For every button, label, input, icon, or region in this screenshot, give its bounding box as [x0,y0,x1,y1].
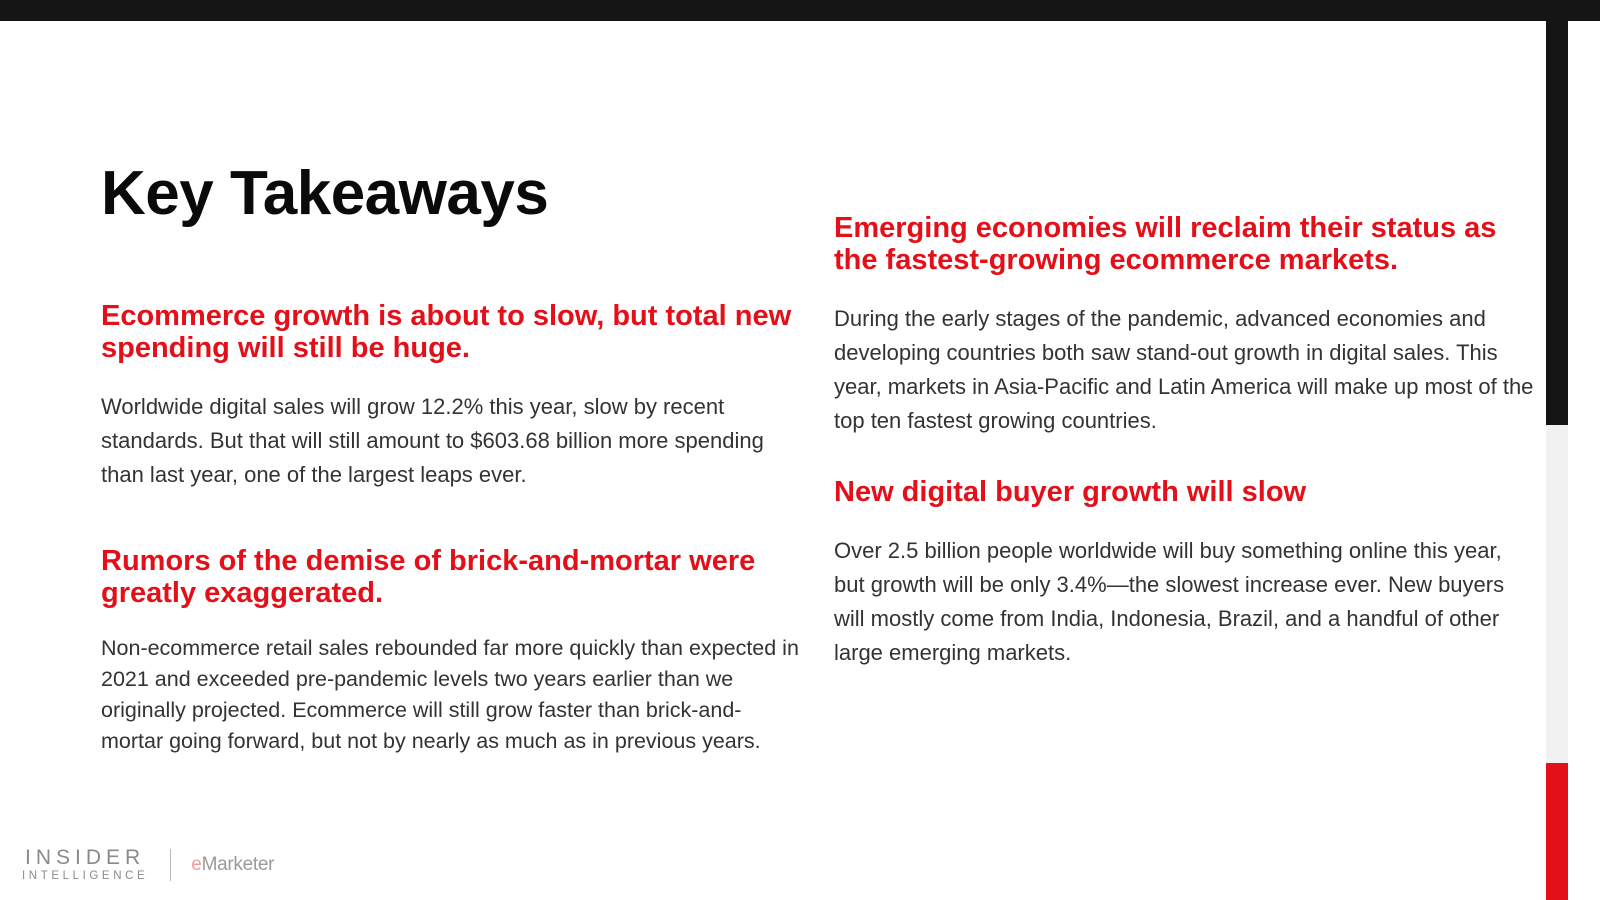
takeaway-heading: New digital buyer growth will slow [834,476,1307,508]
takeaway-heading: Emerging economies will reclaim their status as the fastest-growing ecommerce markets. [834,212,1497,276]
right-margin [1568,21,1600,900]
takeaway-heading: Rumors of the demise of brick-and-mortar were greatly exaggerated. [101,545,756,609]
insider-logo-line2: INTELLIGENCE [22,870,149,882]
insider-logo-line1: INSIDER [25,846,146,869]
logo-divider [170,849,171,881]
top-frame-bar [0,0,1600,21]
takeaway-heading: Ecommerce growth is about to slow, but total new spending will still be huge. [101,300,792,364]
right-frame-bar-red [1546,763,1568,900]
takeaway-body: Over 2.5 billion people worldwide will buy something online this year, but growth will be only 3.4%—the slowest increase ever. New buyers will mostly come from India, Indonesia, Brazil, and a handful of other large emerging markets. [834,538,1505,665]
right-frame-bar-dark [1546,21,1568,425]
right-frame-bar-light [1546,425,1568,763]
emarketer-logo [191,854,274,876]
emarketer-logo-e: e [191,854,202,875]
takeaway-ecommerce-growth [101,300,801,492]
footer-logos [22,845,274,885]
takeaway-emerging-economies [834,212,1534,438]
page-title: Key Takeaways [101,159,549,228]
takeaway-body: Worldwide digital sales will grow 12.2% this year, slow by recent standards. But that will still amount to $603.68 billion more spending than last year, one of the largest leaps ever. [101,394,764,487]
insider-intelligence-logo [22,847,148,883]
takeaway-body: Non-ecommerce retail sales rebounded far more quickly than expected in 2021 and exceeded pre-pandemic levels two years earlier than we originally projected. Ecommerce will still grow faster than brick-and-mortar going forward, but not by nearly as much as in previous years. [101,636,799,753]
takeaway-brick-and-mortar [101,545,801,757]
emarketer-logo-text: Marketer [201,854,275,875]
takeaway-body: During the early stages of the pandemic, advanced economies and developing countries both saw stand-out growth in digital sales. This year, markets in Asia-Pacific and Latin America will make up most of the top ten fastest growing countries. [834,306,1534,433]
takeaway-digital-buyer-growth [834,476,1534,670]
